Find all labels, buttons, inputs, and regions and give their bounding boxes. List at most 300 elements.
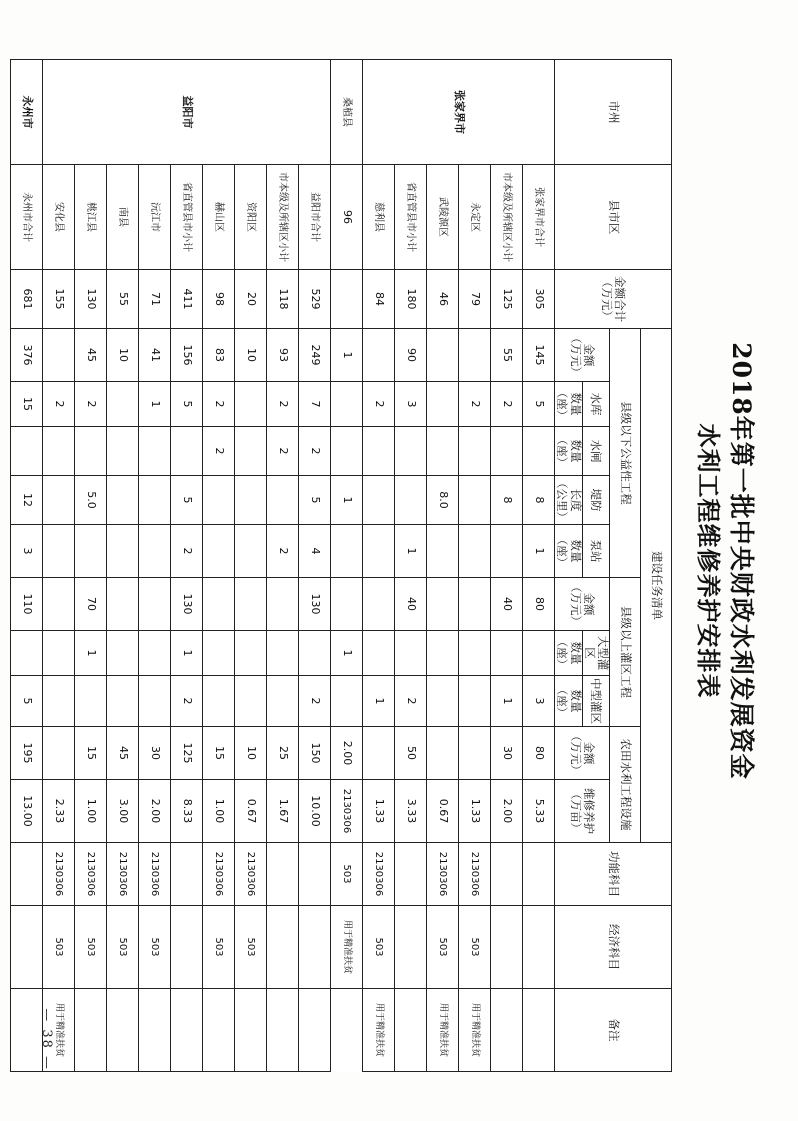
cell-total-amount: 125 <box>491 269 523 328</box>
cell-dike-length: 12 <box>11 475 43 524</box>
cell-pump-count: 1 <box>331 475 363 524</box>
cell-farmland-amount: 15 <box>203 726 235 779</box>
cell-economic-subject <box>11 905 43 988</box>
table-head <box>555 59 672 1071</box>
cell-mid-irrigation <box>203 675 235 726</box>
th-function-subject: 功能科目 <box>555 842 672 905</box>
th-pump-count: 数量 （座） <box>555 524 582 577</box>
cell-sluice-count <box>171 426 203 475</box>
cell-large-irrigation <box>267 630 299 675</box>
cell-function-subject: 2130306 <box>43 842 75 905</box>
th-reservoir: 水库 <box>582 381 609 426</box>
cell-dike-length <box>267 475 299 524</box>
cell-remark <box>139 988 171 1071</box>
cell-dike-length <box>395 475 427 524</box>
cell-county: 市本级及所辖区小计 <box>491 164 523 269</box>
cell-public-amount <box>459 328 491 381</box>
cell-remark <box>171 988 203 1071</box>
th-remark: 备注 <box>555 988 672 1071</box>
cell-function-subject <box>267 842 299 905</box>
cell-pump-count: 1 <box>395 524 427 577</box>
th-task-list: 建设任务清单 <box>641 328 672 842</box>
cell-public-amount <box>363 328 395 381</box>
cell-sluice-count <box>395 426 427 475</box>
table-row <box>267 59 299 1071</box>
table-row <box>171 59 203 1071</box>
cell-public-amount: 10 <box>107 328 139 381</box>
cell-county: 武陵源区 <box>427 164 459 269</box>
cell-farmland-amount: 25 <box>267 726 299 779</box>
cell-mid-irrigation: 2 <box>171 675 203 726</box>
cell-economic-subject <box>267 905 299 988</box>
cell-dike-length <box>43 475 75 524</box>
cell-reservoir-count: 5 <box>523 381 555 426</box>
cell-large-irrigation <box>299 630 331 675</box>
cell-public-amount: 41 <box>139 328 171 381</box>
cell-maintain-area: 1.00 <box>203 779 235 842</box>
table-row <box>43 59 75 1071</box>
cell-irrigation-amount <box>139 577 171 630</box>
cell-total-amount: 180 <box>395 269 427 328</box>
cell-dike-length <box>107 475 139 524</box>
cell-public-amount <box>331 269 363 328</box>
cell-function-subject <box>171 842 203 905</box>
th-mid-irrigation: 中型灌区 <box>582 675 609 726</box>
cell-remark <box>491 988 523 1071</box>
table-row <box>395 59 427 1071</box>
cell-sluice-count: 2 <box>267 426 299 475</box>
th-irrigation-amount: 金额 （万元） <box>555 577 610 630</box>
cell-large-irrigation <box>363 630 395 675</box>
cell-sluice-count <box>235 426 267 475</box>
cell-total-amount: 98 <box>203 269 235 328</box>
th-maintain-area: 维修养护 （万亩） <box>555 779 610 842</box>
cell-pump-count <box>107 524 139 577</box>
cell-large-irrigation <box>523 630 555 675</box>
cell-public-amount <box>427 328 459 381</box>
cell-farmland-amount: 125 <box>171 726 203 779</box>
table-row <box>139 59 171 1071</box>
cell-maintain-area: 3.00 <box>107 779 139 842</box>
cell-remark <box>75 988 107 1071</box>
cell-irrigation-amount <box>267 577 299 630</box>
cell-function-subject <box>491 842 523 905</box>
cell-maintain-area: 13.00 <box>11 779 43 842</box>
cell-reservoir-count: 5 <box>171 381 203 426</box>
cell-irrigation-amount: 130 <box>299 577 331 630</box>
cell-economic-subject: 503 <box>427 905 459 988</box>
cell-maintain-area: 3.33 <box>395 779 427 842</box>
cell-mid-irrigation: 2 <box>299 675 331 726</box>
cell-large-irrigation <box>11 630 43 675</box>
cell-economic-subject: 503 <box>75 905 107 988</box>
th-sluice-count: 数量 （座） <box>555 426 582 475</box>
th-farmland-amount: 金额 （万元） <box>555 726 610 779</box>
th-pump: 泵站 <box>582 524 609 577</box>
cell-remark: 用于精准扶贫 <box>331 905 363 988</box>
cell-total-amount: 305 <box>523 269 555 328</box>
cell-function-subject: 2130306 <box>107 842 139 905</box>
cell-county: 永定区 <box>459 164 491 269</box>
cell-reservoir-count: 2 <box>491 381 523 426</box>
cell-dike-length <box>235 475 267 524</box>
cell-large-irrigation <box>139 630 171 675</box>
cell-county: 省直管县市小计 <box>171 164 203 269</box>
table-row <box>427 59 459 1071</box>
cell-economic-subject: 503 <box>235 905 267 988</box>
cell-remark <box>523 988 555 1071</box>
table-row <box>491 59 523 1071</box>
cell-reservoir-count: 2 <box>203 381 235 426</box>
table-row <box>363 59 395 1071</box>
cell-function-subject <box>395 842 427 905</box>
cell-function-subject: 2130306 <box>427 842 459 905</box>
cell-total-amount: 96 <box>331 164 363 269</box>
cell-large-irrigation <box>395 630 427 675</box>
cell-sluice-count <box>427 426 459 475</box>
cell-sluice-count <box>43 426 75 475</box>
cell-sluice-count: 2 <box>203 426 235 475</box>
table-row <box>331 59 363 1071</box>
th-group-county-irrigation: 县级以上灌区工程 <box>610 577 641 726</box>
cell-irrigation-amount <box>459 577 491 630</box>
cell-pump-count <box>139 524 171 577</box>
cell-sluice-count <box>459 426 491 475</box>
cell-dike-length <box>331 426 363 475</box>
cell-large-irrigation <box>43 630 75 675</box>
cell-mid-irrigation: 1 <box>363 675 395 726</box>
cell-dike-length: 8.0 <box>427 475 459 524</box>
cell-reservoir-count <box>235 381 267 426</box>
cell-reservoir-count: 2 <box>43 381 75 426</box>
cell-economic-subject: 503 <box>363 905 395 988</box>
cell-maintain-area: 2.00 <box>139 779 171 842</box>
cell-farmland-amount: 15 <box>75 726 107 779</box>
cell-remark <box>267 988 299 1071</box>
cell-public-amount: 45 <box>75 328 107 381</box>
cell-mid-irrigation: 5 <box>11 675 43 726</box>
cell-total-amount: 84 <box>363 269 395 328</box>
cell-sluice-count <box>523 426 555 475</box>
title-line-1: 2018年第一批中央财政水利发展资金 <box>727 341 756 780</box>
cell-reservoir-count: 7 <box>299 381 331 426</box>
cell-function-subject <box>11 842 43 905</box>
cell-function-subject: 2130306 <box>75 842 107 905</box>
cell-farmland-amount: 45 <box>107 726 139 779</box>
cell-remark <box>203 988 235 1071</box>
cell-total-amount: 681 <box>11 269 43 328</box>
page-title <box>692 41 758 1081</box>
th-total-amount: 金额合计 （万元） <box>555 269 672 328</box>
cell-economic-subject <box>523 905 555 988</box>
cell-irrigation-amount: 70 <box>75 577 107 630</box>
cell-irrigation-amount: 80 <box>523 577 555 630</box>
cell-mid-irrigation: 1 <box>491 675 523 726</box>
cell-maintain-area: 8.33 <box>171 779 203 842</box>
cell-economic-subject: 503 <box>139 905 171 988</box>
cell-public-amount: 90 <box>395 328 427 381</box>
cell-mid-irrigation: 3 <box>523 675 555 726</box>
cell-remark <box>11 988 43 1071</box>
cell-county: 赫山区 <box>203 164 235 269</box>
cell-maintain-area: 2.33 <box>43 779 75 842</box>
cell-function-subject <box>523 842 555 905</box>
cell-pump-count <box>43 524 75 577</box>
cell-mid-irrigation <box>139 675 171 726</box>
cell-farmland-amount <box>459 726 491 779</box>
cell-remark: 用于精准扶贫 <box>43 988 75 1071</box>
cell-sluice-count <box>139 426 171 475</box>
cell-public-amount: 93 <box>267 328 299 381</box>
cell-total-amount: 71 <box>139 269 171 328</box>
cell-county: 市本级及所辖区小计 <box>267 164 299 269</box>
cell-total-amount: 55 <box>107 269 139 328</box>
cell-public-amount: 55 <box>491 328 523 381</box>
cell-total-amount: 20 <box>235 269 267 328</box>
th-reservoir-count: 数量 （座） <box>555 381 582 426</box>
cell-farmland-amount: 30 <box>491 726 523 779</box>
th-large-irrigation: 大型灌区 <box>582 630 609 675</box>
cell-sluice-count <box>331 381 363 426</box>
cell-public-amount: 156 <box>171 328 203 381</box>
table-row <box>459 59 491 1071</box>
th-dike: 堤防 <box>582 475 609 524</box>
cell-large-irrigation <box>235 630 267 675</box>
cell-dike-length: 5 <box>171 475 203 524</box>
th-public-amount: 金额 （万元） <box>555 328 610 381</box>
cell-total-amount: 130 <box>75 269 107 328</box>
maintenance-allocation-table <box>10 59 672 1072</box>
cell-reservoir-count <box>427 381 459 426</box>
cell-reservoir-count <box>107 381 139 426</box>
cell-county: 桑植县 <box>331 59 363 164</box>
cell-remark: 用于精准扶贫 <box>459 988 491 1071</box>
table-row <box>299 59 331 1071</box>
table-row <box>523 59 555 1071</box>
cell-farmland-amount: 30 <box>139 726 171 779</box>
cell-reservoir-count: 2 <box>459 381 491 426</box>
cell-total-amount: 529 <box>299 269 331 328</box>
cell-reservoir-count: 2 <box>267 381 299 426</box>
cell-maintain-area: 1.00 <box>75 779 107 842</box>
th-group-farmland: 农田水利工程设施 <box>610 726 641 842</box>
cell-large-irrigation <box>331 577 363 630</box>
cell-large-irrigation <box>203 630 235 675</box>
cell-sluice-count <box>75 426 107 475</box>
cell-county: 永州市合计 <box>11 164 43 269</box>
cell-large-irrigation <box>427 630 459 675</box>
cell-maintain-area: 0.67 <box>427 779 459 842</box>
cell-pump-count <box>459 524 491 577</box>
cell-public-amount <box>43 328 75 381</box>
cell-farmland-amount: 10 <box>235 726 267 779</box>
cell-irrigation-amount: 40 <box>395 577 427 630</box>
table-row <box>75 59 107 1071</box>
cell-function-subject: 2130306 <box>235 842 267 905</box>
cell-mid-irrigation <box>107 675 139 726</box>
cell-county: 省直管县市小计 <box>395 164 427 269</box>
cell-city: 永州市 <box>11 59 43 164</box>
cell-reservoir-count: 1 <box>139 381 171 426</box>
cell-irrigation-amount: 110 <box>11 577 43 630</box>
cell-county: 安化县 <box>43 164 75 269</box>
cell-public-amount: 10 <box>235 328 267 381</box>
cell-remark: 用于精准扶贫 <box>363 988 395 1071</box>
cell-sluice-count: 2 <box>299 426 331 475</box>
cell-dike-length <box>139 475 171 524</box>
cell-remark: 用于精准扶贫 <box>427 988 459 1071</box>
cell-pump-count <box>427 524 459 577</box>
cell-total-amount: 411 <box>171 269 203 328</box>
cell-county: 张家界市合计 <box>523 164 555 269</box>
cell-farmland-amount: 150 <box>299 726 331 779</box>
cell-mid-irrigation: 2 <box>395 675 427 726</box>
table-row <box>203 59 235 1071</box>
cell-economic-subject <box>171 905 203 988</box>
cell-pump-count <box>235 524 267 577</box>
header-row-1 <box>641 59 672 1071</box>
cell-reservoir-count: 3 <box>395 381 427 426</box>
table-row <box>107 59 139 1071</box>
cell-large-irrigation <box>491 630 523 675</box>
cell-remark <box>235 988 267 1071</box>
cell-large-irrigation <box>107 630 139 675</box>
cell-county: 资阳区 <box>235 164 267 269</box>
cell-pump-count <box>203 524 235 577</box>
cell-city: 张家界市 <box>363 59 555 164</box>
cell-irrigation-amount <box>235 577 267 630</box>
cell-pump-count <box>75 524 107 577</box>
cell-large-irrigation <box>459 630 491 675</box>
cell-maintain-area: 1.67 <box>267 779 299 842</box>
cell-total-amount: 46 <box>427 269 459 328</box>
th-sluice: 水闸 <box>582 426 609 475</box>
th-mid-irrigation-count: 数量 （座） <box>555 675 582 726</box>
cell-function-subject: 2130306 <box>331 779 363 842</box>
cell-sluice-count <box>491 426 523 475</box>
cell-county: 桃江县 <box>75 164 107 269</box>
th-large-irrigation-count: 数量 （座） <box>555 630 582 675</box>
cell-farmland-amount: 195 <box>11 726 43 779</box>
cell-irrigation-amount <box>107 577 139 630</box>
cell-remark <box>107 988 139 1071</box>
table-row <box>235 59 267 1071</box>
cell-maintain-area: 1.33 <box>459 779 491 842</box>
th-city: 市州 <box>555 59 672 164</box>
cell-farmland-amount: 50 <box>395 726 427 779</box>
cell-economic-subject: 503 <box>43 905 75 988</box>
cell-total-amount: 79 <box>459 269 491 328</box>
cell-irrigation-amount <box>203 577 235 630</box>
cell-maintain-area: 1.33 <box>363 779 395 842</box>
cell-irrigation-amount <box>331 524 363 577</box>
cell-sluice-count <box>363 426 395 475</box>
cell-farmland-amount: 80 <box>523 726 555 779</box>
cell-mid-irrigation <box>459 675 491 726</box>
rotated-sheet <box>20 41 764 1081</box>
cell-dike-length <box>363 475 395 524</box>
cell-reservoir-count: 1 <box>331 328 363 381</box>
cell-dike-length: 8 <box>523 475 555 524</box>
cell-mid-irrigation <box>267 675 299 726</box>
cell-mid-irrigation <box>43 675 75 726</box>
page-number: — 38 — <box>39 1007 54 1071</box>
cell-total-amount: 155 <box>43 269 75 328</box>
cell-economic-subject: 503 <box>107 905 139 988</box>
table-row <box>11 59 43 1071</box>
cell-pump-count: 3 <box>11 524 43 577</box>
cell-pump-count: 4 <box>299 524 331 577</box>
cell-dike-length <box>459 475 491 524</box>
cell-public-amount: 145 <box>523 328 555 381</box>
cell-city: 益阳市 <box>43 59 331 164</box>
cell-pump-count: 1 <box>523 524 555 577</box>
cell-irrigation-amount: 40 <box>491 577 523 630</box>
cell-mid-irrigation <box>75 675 107 726</box>
cell-dike-length <box>203 475 235 524</box>
cell-function-subject: 2130306 <box>203 842 235 905</box>
cell-county: 益阳市合计 <box>299 164 331 269</box>
cell-public-amount: 83 <box>203 328 235 381</box>
cell-sluice-count <box>11 426 43 475</box>
cell-sluice-count <box>107 426 139 475</box>
cell-irrigation-amount: 130 <box>171 577 203 630</box>
th-county: 县市区 <box>555 164 672 269</box>
cell-county: 沅江市 <box>139 164 171 269</box>
cell-pump-count <box>363 524 395 577</box>
cell-remark <box>299 988 331 1071</box>
th-group-county-public: 县级以下公益性工程 <box>610 328 641 577</box>
cell-public-amount: 249 <box>299 328 331 381</box>
cell-dike-length: 5 <box>299 475 331 524</box>
cell-total-amount: 118 <box>267 269 299 328</box>
title-line-2: 水利工程维修养护安排表 <box>694 423 724 698</box>
cell-function-subject: 2130306 <box>459 842 491 905</box>
cell-county: 南县 <box>107 164 139 269</box>
cell-farmland-amount <box>427 726 459 779</box>
cell-reservoir-count: 15 <box>11 381 43 426</box>
cell-remark <box>395 988 427 1071</box>
cell-mid-irrigation: 1 <box>331 630 363 675</box>
cell-economic-subject: 503 <box>331 842 363 905</box>
cell-function-subject: 2130306 <box>139 842 171 905</box>
cell-irrigation-amount <box>363 577 395 630</box>
cell-maintain-area: 2.00 <box>491 779 523 842</box>
cell-economic-subject <box>299 905 331 988</box>
cell-farmland-amount <box>363 726 395 779</box>
cell-farmland-amount <box>43 726 75 779</box>
cell-large-irrigation: 1 <box>171 630 203 675</box>
cell-dike-length: 8 <box>491 475 523 524</box>
table-body <box>11 59 555 1071</box>
cell-economic-subject <box>491 905 523 988</box>
cell-large-irrigation: 1 <box>75 630 107 675</box>
cell-economic-subject: 503 <box>459 905 491 988</box>
cell-mid-irrigation <box>235 675 267 726</box>
cell-county: 慈利县 <box>363 164 395 269</box>
cell-function-subject <box>299 842 331 905</box>
th-dike-length: 长度 （公里） <box>555 476 583 523</box>
cell-pump-count: 2 <box>267 524 299 577</box>
cell-pump-count <box>491 524 523 577</box>
cell-reservoir-count: 2 <box>75 381 107 426</box>
cell-pump-count: 2 <box>171 524 203 577</box>
cell-economic-subject: 503 <box>203 905 235 988</box>
cell-public-amount: 376 <box>11 328 43 381</box>
cell-dike-length: 5.0 <box>75 475 107 524</box>
th-economic-subject: 经济科目 <box>555 905 672 988</box>
cell-function-subject: 2130306 <box>363 842 395 905</box>
